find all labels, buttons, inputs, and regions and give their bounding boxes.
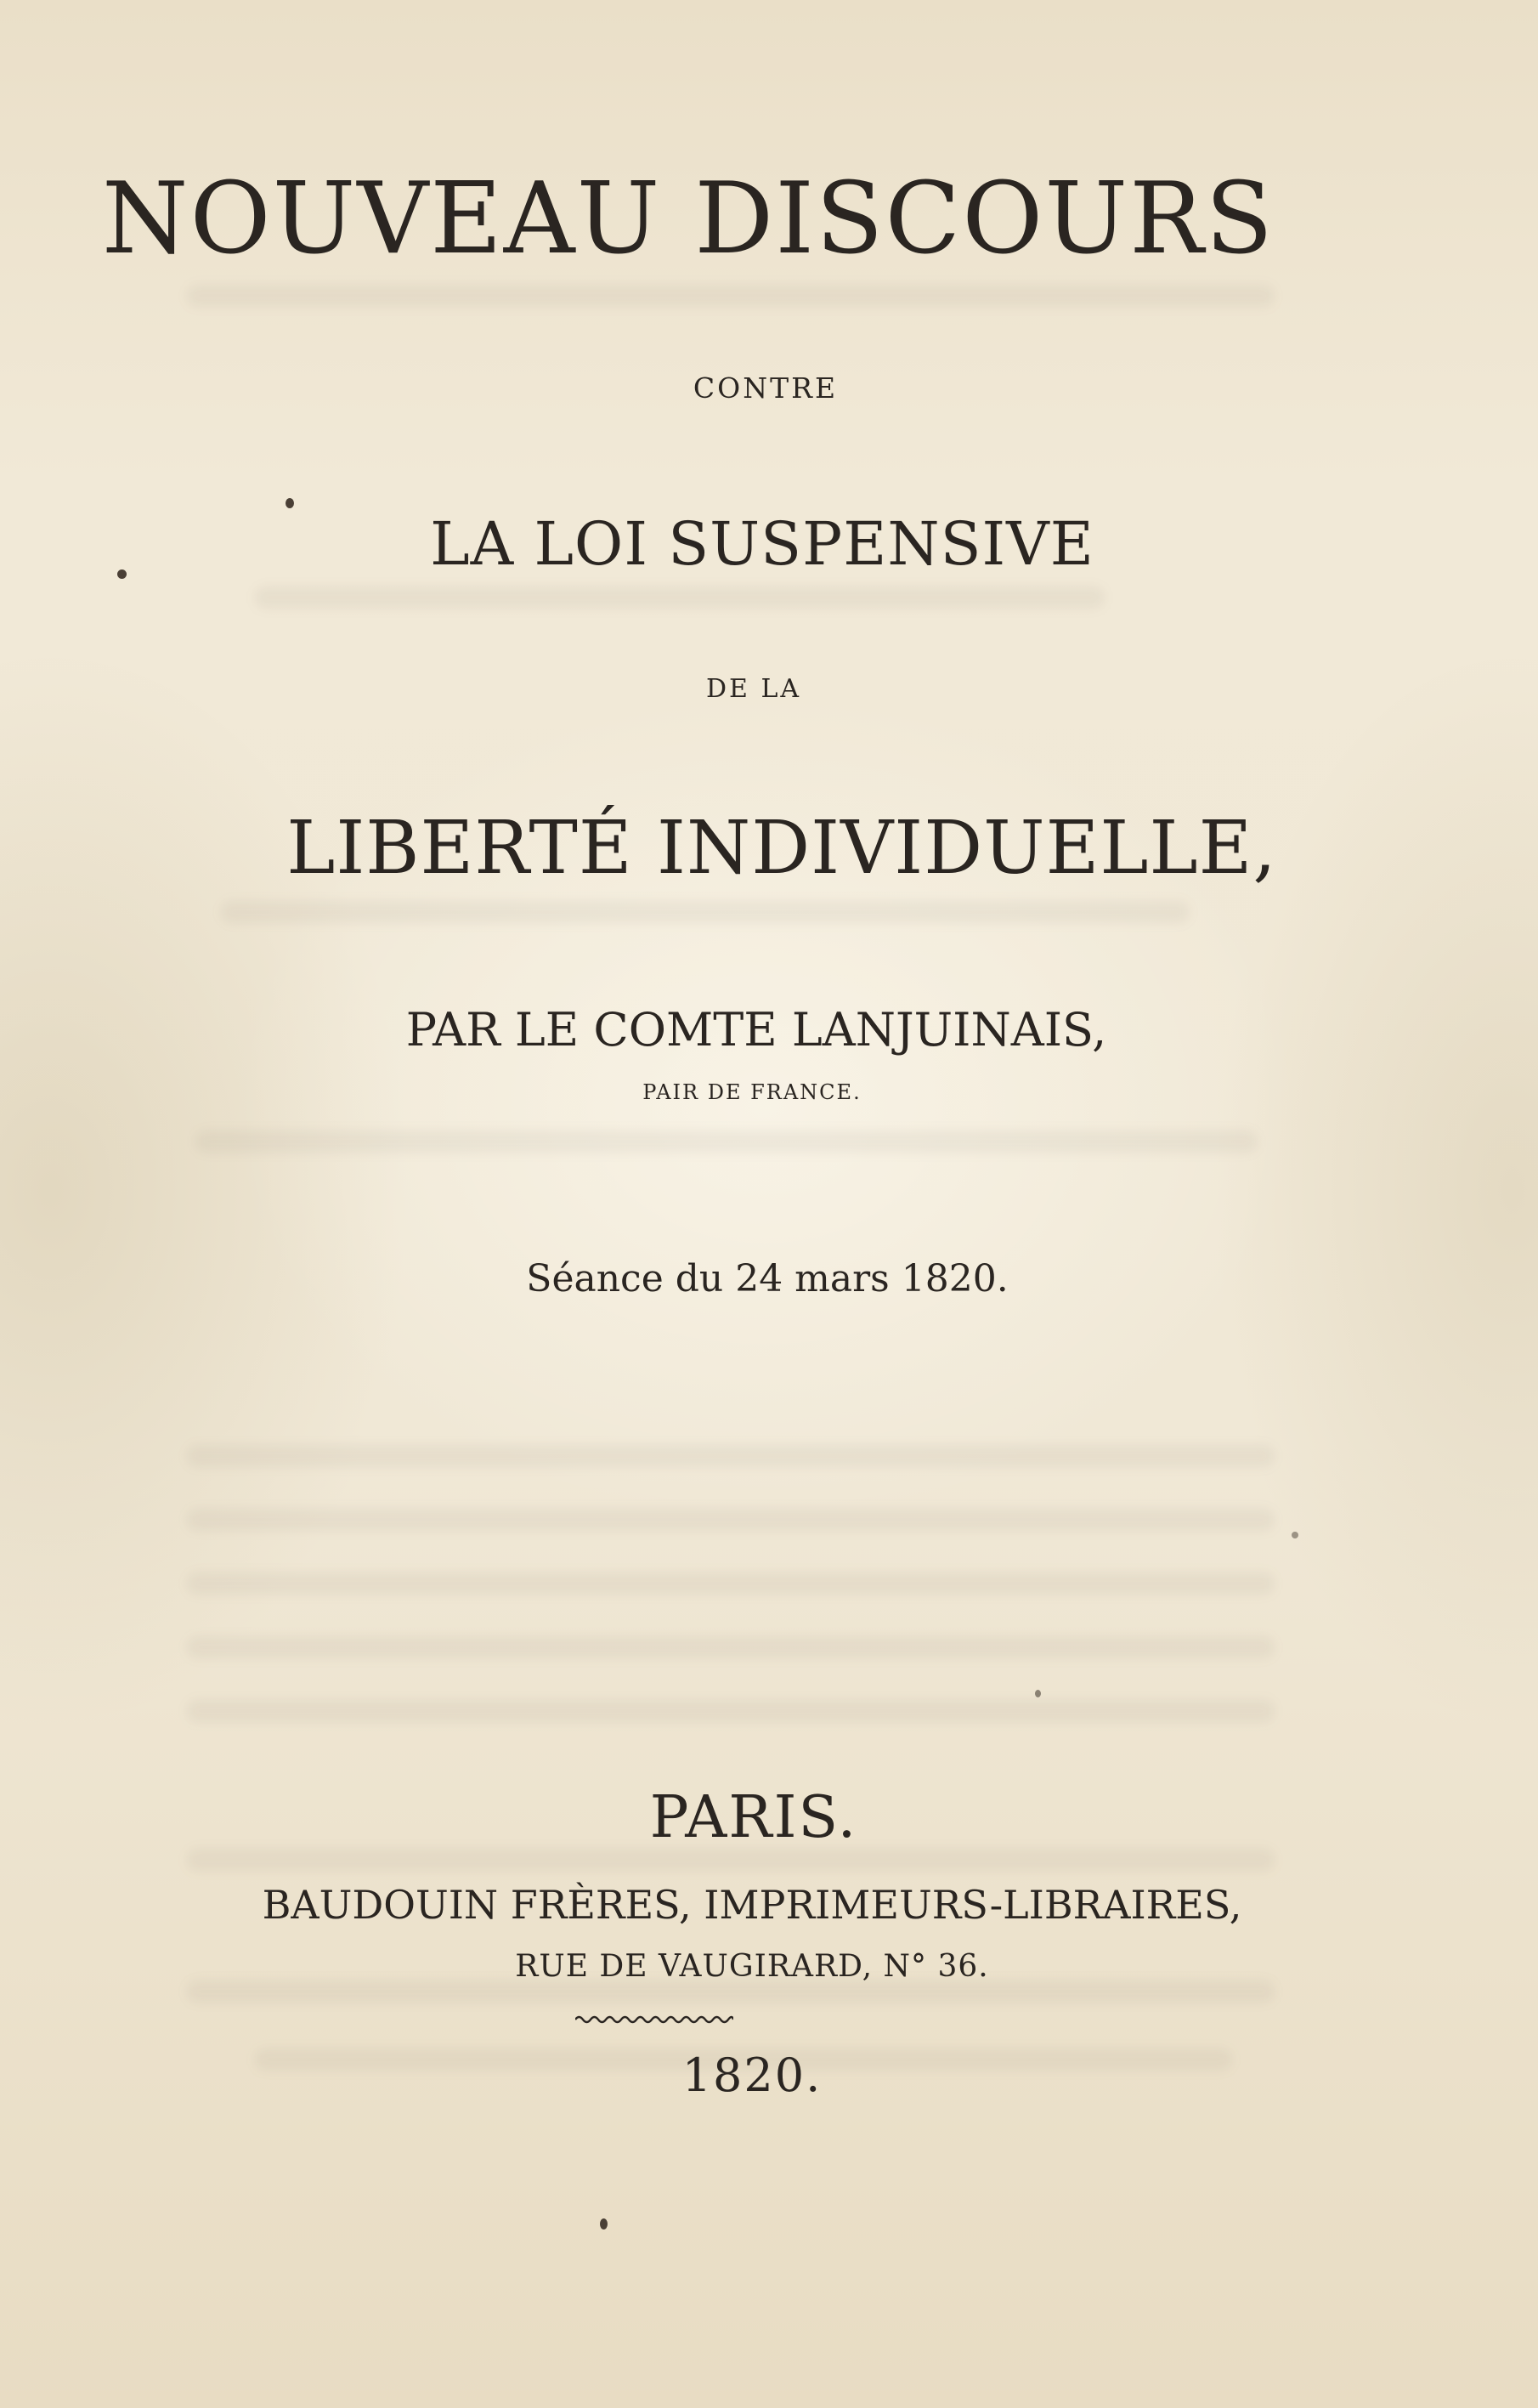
show-through-shadow — [187, 1445, 1275, 1467]
title-connector-contre: CONTRE — [693, 371, 839, 405]
ink-speck — [286, 498, 294, 508]
show-through-shadow — [187, 1572, 1275, 1595]
imprint-city: PARIS. — [649, 1784, 858, 1851]
author-title: PAIR DE FRANCE. — [642, 1080, 862, 1104]
show-through-shadow — [195, 1130, 1258, 1153]
ink-speck — [1292, 1532, 1298, 1538]
imprint-address: RUE DE VAUGIRARD, N° 36. — [515, 1949, 989, 1984]
author-line: PAR LE COMTE LANJUINAIS, — [405, 1003, 1107, 1057]
show-through-shadow — [187, 1849, 1275, 1871]
title-subject-2: LIBERTÉ INDIVIDUELLE, — [286, 806, 1277, 891]
show-through-shadow — [255, 586, 1105, 609]
wavy-rule-ornament — [575, 2014, 733, 2025]
title-subject: LA LOI SUSPENSIVE — [430, 509, 1094, 579]
show-through-shadow — [187, 285, 1275, 307]
book-title: NOUVEAU DISCOURS — [102, 161, 1275, 276]
title-connector-de-la: DE LA — [705, 674, 802, 704]
ink-speck — [600, 2218, 608, 2230]
show-through-shadow — [187, 1700, 1275, 1722]
show-through-shadow — [187, 1509, 1275, 1531]
session-date: Séance du 24 mars 1820. — [526, 1257, 1009, 1300]
imprint-publisher: BAUDOUIN FRÈRES, IMPRIMEURS-LIBRAIRES, — [262, 1882, 1242, 1928]
ink-speck — [1035, 1690, 1041, 1697]
imprint-year: 1820. — [681, 2048, 823, 2102]
show-through-shadow — [187, 1636, 1275, 1658]
show-through-shadow — [221, 901, 1190, 923]
